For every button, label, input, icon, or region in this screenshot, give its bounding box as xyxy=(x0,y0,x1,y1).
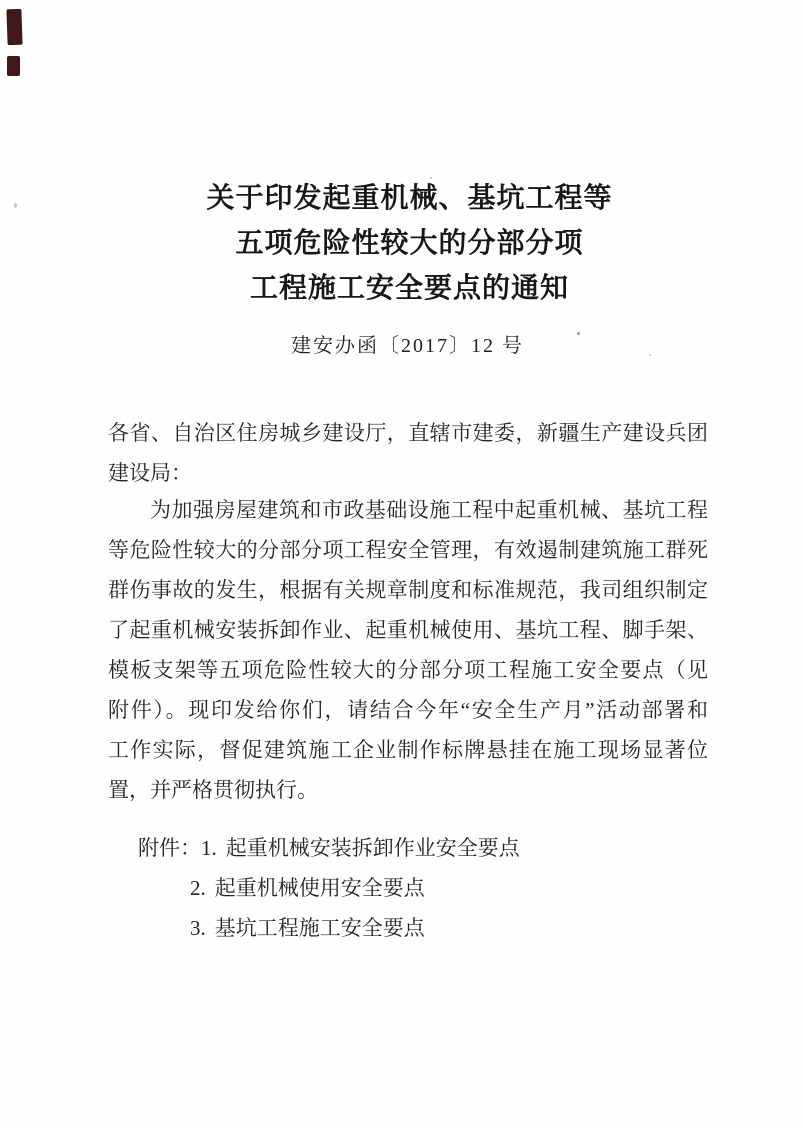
salutation-line: 建设局： xyxy=(108,461,192,485)
attachment-text: 基坑工程施工安全要点 xyxy=(214,916,425,940)
salutation-line: 各省、自治区住房城乡建设厅，直辖市建委，新疆生产建设兵团 xyxy=(108,421,708,445)
body-line: 等危险性较大的分部分项工程安全管理，有效遏制建筑施工群死 xyxy=(108,538,708,562)
attachment-number: 3. xyxy=(190,916,206,940)
body-line: 工作实际，督促建筑施工企业制作标牌悬挂在施工现场显著位 xyxy=(108,738,708,762)
notice-title xyxy=(8,176,803,311)
attachment-number: 1. xyxy=(201,836,217,860)
body-line: 附件）。现印发给你们，请结合今年“安全生产月”活动部署和 xyxy=(108,698,708,722)
attachment-item xyxy=(138,868,520,908)
body-line: 为加强房屋建筑和市政基础设施工程中起重机械、基坑工程 xyxy=(150,498,708,522)
salutation xyxy=(108,413,708,493)
notice-body xyxy=(108,490,708,810)
body-line: 置，并严格贯彻执行。 xyxy=(108,778,318,802)
attachment-list xyxy=(138,828,520,948)
attachment-item xyxy=(138,828,520,868)
document-number: 建安办函〔2017〕12 号 xyxy=(291,335,524,357)
attachment-number: 2. xyxy=(190,876,206,900)
title-line-2: 五项危险性较大的分部分项 xyxy=(235,228,584,259)
body-line: 群伤事故的发生，根据有关规章制度和标准规范，我司组织制定 xyxy=(108,578,708,602)
attachments-label: 附件： xyxy=(138,836,201,860)
scan-stamp-mark xyxy=(6,9,22,46)
title-line-1: 关于印发起重机械、基坑工程等 xyxy=(206,183,613,214)
attachment-text: 起重机械使用安全要点 xyxy=(214,876,425,900)
body-line: 了起重机械安装拆卸作业、起重机械使用、基坑工程、脚手架、 xyxy=(108,618,708,642)
scan-stamp-mark xyxy=(7,56,20,76)
attachment-text: 起重机械安装拆卸作业安全要点 xyxy=(225,836,520,860)
body-line: 模板支架等五项危险性较大的分部分项工程施工安全要点（见 xyxy=(108,658,708,682)
title-line-3: 工程施工安全要点的通知 xyxy=(249,273,569,304)
attachment-item xyxy=(138,908,520,948)
